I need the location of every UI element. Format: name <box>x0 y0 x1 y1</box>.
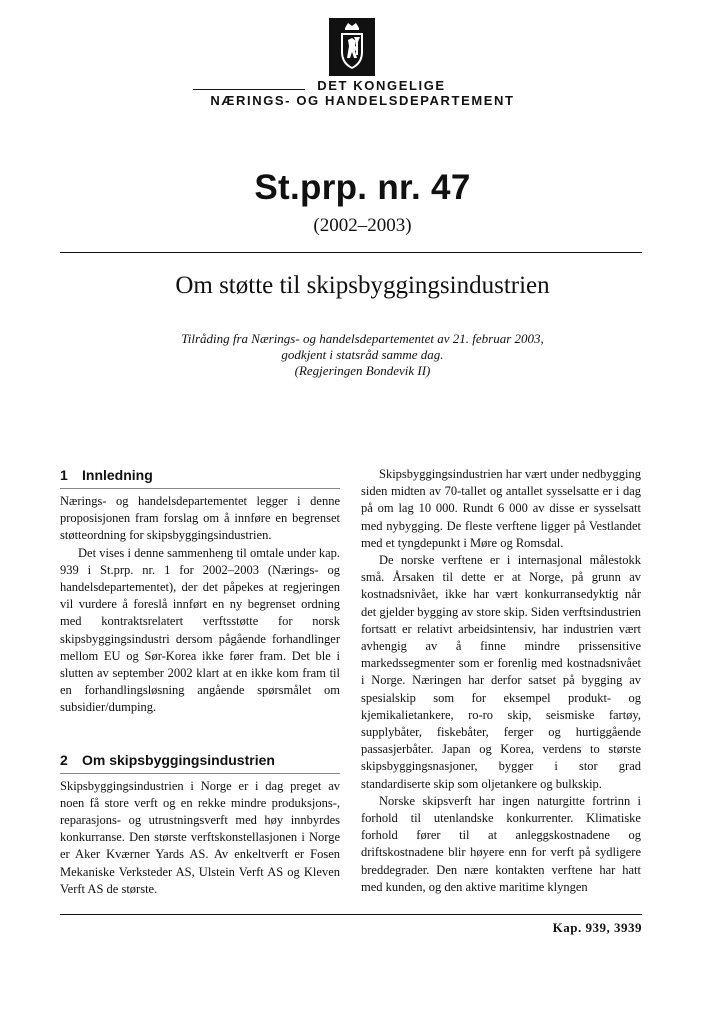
document-title: St.prp. nr. 47 <box>254 168 471 207</box>
section-2-paragraph-2: Skipsbyggingsindustrien har vært under nedbygging siden midten av 70-tallet og antallet sysselsatte er i dag på om lag 10 000. Rundt 6 000 av disse er sysselsatt med nybygging. De fleste verftene ligger på Vestlandet med et tyngdepunkt i Møre og Romsdal. <box>361 467 641 550</box>
ministry-name-line1: DET KONGELIGE <box>317 78 446 93</box>
section-1-heading <box>60 466 340 489</box>
section-2-number: 2 <box>60 751 68 768</box>
section-1-paragraph-2: Det vises i denne sammenheng til omtale under kap. 939 i St.prp. nr. 1 for 2002–2003 (Nærings- og handelsdepartementet), der det påpekes at regjeringen vil vurdere å foreslå innført en ny begrenset ordning med kontraktsrelatert verftsstøtte for norsk skipsbyggingsindustri dersom pågående forhandlinger mellom EU og Sør-Korea ikke fører fram. Det ble i slutten av september 2002 klart at en ikke kom fram til en forhandlingsløsning angående spørsmålet om subsidier/dumping. <box>60 545 340 715</box>
section-2-heading <box>60 751 340 774</box>
section-1-title: Innledning <box>82 467 153 483</box>
document-subject: Om støtte til skipsbyggingsindustrien <box>175 272 550 299</box>
page-reference: Kap. 939, 3939 <box>552 920 642 935</box>
section-1-paragraph-1: Nærings- og handelsdepartementet legger i denne proposisjonen fram forslag om å innføre en begrenset støtteordning for skipsbyggingsindustrien. <box>60 494 340 543</box>
section-1-number: 1 <box>60 467 68 483</box>
byline-line1: Tilråding fra Nærings- og handelsdepartementet av 21. februar 2003, <box>181 331 544 346</box>
section-2-paragraph-1: Skipsbyggingsindustrien i Norge er i dag preget av noen få store verft og en rekke mindre produksjons-, reparasjons- og utrustningsverft med høy innbyrdes konkurranse. Den største verftskonstellasjonen i Norge er Aker Kværner Yards AS. Av enkeltverft er Fosen Mekaniske Verksteder AS, Ulstein Verft AS og Kleven Verft AS de største. <box>60 778 340 896</box>
section-2-paragraph-3: De norske verftene er i internasjonal målestokk små. Årsaken til dette er at Norge, på grunn av kostnadsnivået, ikke har vært konkurransedyktig når det gjelder bygging av store skip. Siden verftsindustrien fortsatt er relativt arbeidsintensiv, har industrien vært avhengig av å finne mindre prissensitive markedssegmenter som er forenlig med kostnadsnivået i Norge. Næringen har derfor satset på bygging av spesialskip som for eksempel produkt- og kjemikalietankere, ro-ro skip, seismiske fartøy, supplybåter, fiskebåter, ferger og hurtiggående passasjerbåter. Japan og Korea, verdens to største skipsbyggingsnasjoner, bygger i stor grad standardiserte skip som oljetankere og bulkskip. <box>361 553 641 791</box>
left-column <box>60 466 340 898</box>
document-year: (2002–2003) <box>313 215 412 236</box>
section-2-title: Om skipsbyggingsindustrien <box>82 751 275 768</box>
byline-line2: godkjent i statsråd samme dag. <box>281 347 444 362</box>
coat-of-arms-icon <box>329 18 375 76</box>
bottom-divider <box>60 914 642 915</box>
ministry-name-line2: NÆRINGS- OG HANDELSDEPARTEMENT <box>210 93 515 108</box>
right-column <box>361 466 641 896</box>
section-2-paragraph-4: Norske skipsverft har ingen naturgitte fortrinn i forhold til utenlandske konkurrenter. Klimatiske forhold fører til at anleggskostnadene og driftskostnadene blir høyere enn for verft på sydligere breddegrader. Den nære kontakten verftene har hatt med kunden, og den aktive maritime klyngen <box>361 793 641 894</box>
top-divider <box>60 252 642 253</box>
byline-line3: (Regjeringen Bondevik II) <box>294 363 431 378</box>
ministry-rule <box>193 89 305 90</box>
